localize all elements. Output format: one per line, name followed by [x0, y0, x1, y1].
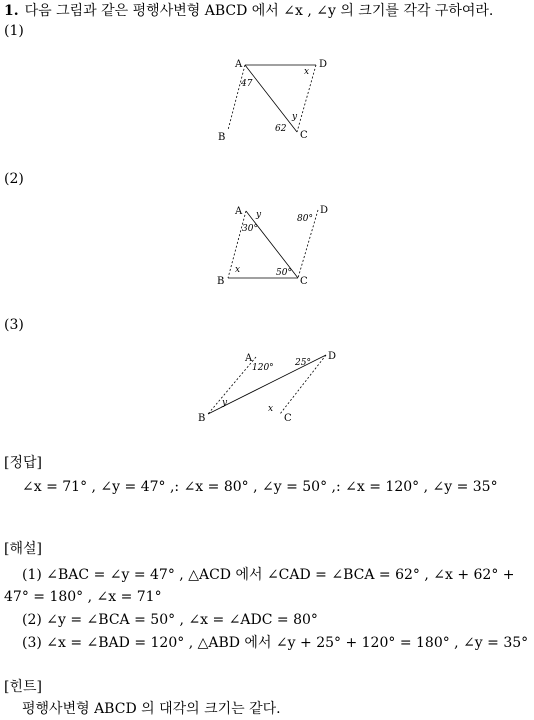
part-2-label: (2): [4, 171, 24, 187]
explanation-line-1-cont: 47° = 180° , ∠x = 71°: [4, 589, 162, 605]
figure1-angle-y: y: [292, 112, 298, 122]
figure2-angle-y: y: [256, 210, 262, 220]
question-text: 다음 그림과 같은 평행사변형 ABCD 에서 ∠x , ∠y 의 크기를 각각 구하여라.: [24, 3, 494, 19]
figure1-label-c: C: [300, 130, 308, 141]
figure1-angle-a: 47: [241, 79, 253, 89]
answer-text: ∠x = 71° , ∠y = 47° ,: ∠x = 80° , ∠y = 50° ,: ∠x = 120° , ∠y = 35°: [22, 479, 498, 495]
figure1-angle-c: 62: [275, 124, 287, 134]
figure2-label-d: D: [320, 205, 329, 216]
figure3-side-ab: [208, 357, 256, 414]
figure3-angle-a: 120°: [252, 363, 274, 373]
explanation-line-1: (1) ∠BAC = ∠y = 47° , △ACD 에서 ∠CAD = ∠BCA = 62° , ∠x + 62° +: [22, 567, 515, 583]
hint-text: 평행사변형 ABCD 의 대각의 크기는 같다.: [22, 701, 281, 717]
hint-heading: [힌트]: [4, 679, 42, 695]
part-1-label: (1): [4, 23, 24, 39]
explanation-line-2: (2) ∠y = ∠BCA = 50° , ∠x = ∠ADC = 80°: [22, 612, 318, 628]
figure2-label-b: B: [217, 276, 225, 287]
figure1-label-d: D: [319, 59, 328, 70]
figure2-label-a: A: [235, 206, 243, 217]
figure1-angle-x: x: [304, 67, 310, 77]
explanation-heading: [해설]: [4, 541, 42, 557]
figure3-label-b: B: [198, 413, 206, 424]
question-number: 1.: [4, 3, 19, 19]
figure3-label-a: A: [245, 353, 253, 364]
part-3-label: (3): [4, 317, 24, 333]
figure3-angle-y: y: [222, 398, 228, 408]
figure3-angle-x: x: [268, 404, 274, 414]
figure2-angle-a: 30°: [242, 224, 258, 234]
figure1-label-b: B: [218, 132, 226, 143]
figure3-label-c: C: [284, 413, 292, 424]
figure3-label-d: D: [328, 351, 337, 362]
figure2-angle-d: 80°: [297, 214, 313, 224]
figure2-label-c: C: [300, 276, 308, 287]
figure2-angle-c: 50°: [276, 268, 292, 278]
explanation-line-3: (3) ∠x = ∠BAD = 120° , △ABD 에서 ∠y + 25° + 120° = 180° , ∠y = 35°: [22, 635, 529, 651]
figure3-angle-d: 25°: [295, 358, 311, 368]
figure1-label-a: A: [235, 59, 243, 70]
figure2-angle-x: x: [235, 265, 241, 275]
answer-heading: [정답]: [4, 455, 42, 471]
